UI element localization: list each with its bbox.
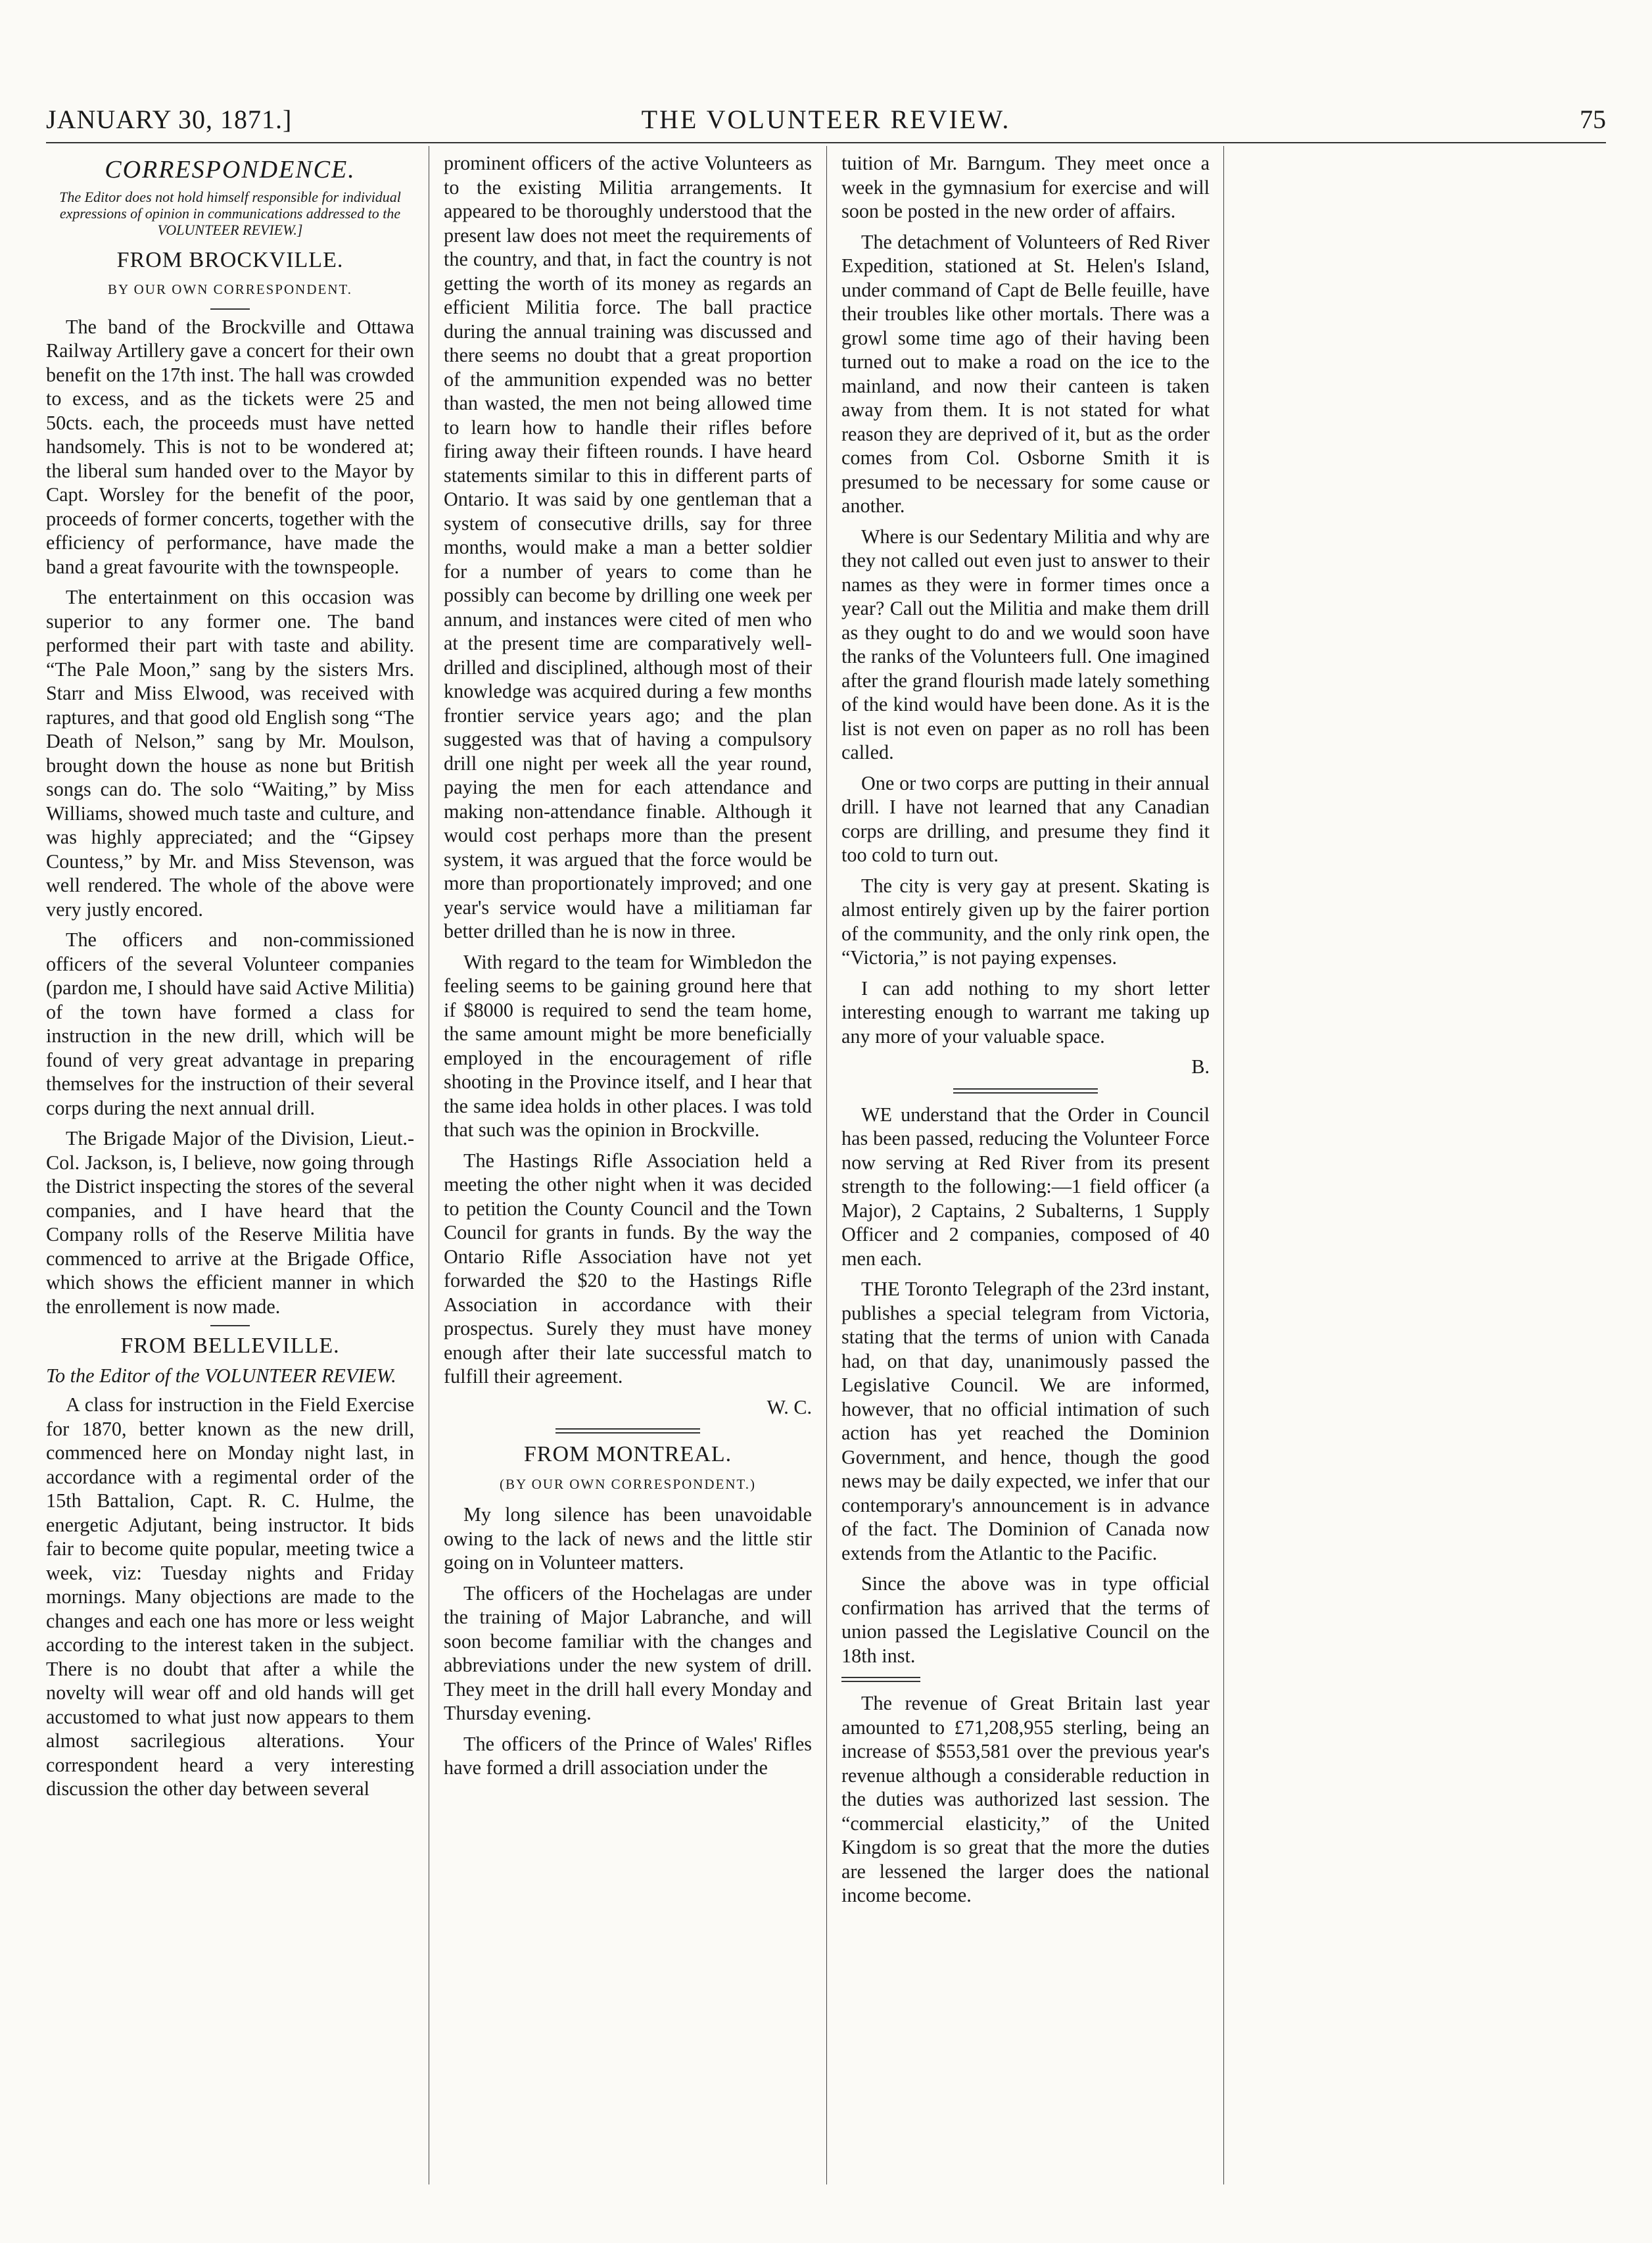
article-title-brockville: FROM BROCKVILLE. (116, 247, 344, 272)
columns (46, 146, 1606, 2198)
short-rule (210, 1325, 250, 1326)
salutation: To the Editor of the VOLUNTEER REVIEW. (46, 1364, 396, 1387)
paragraph: The Hastings Rifle Association held a meeting the other night when it was decided to petition the County Council and the Town Council for grants in funds. By the way the Ontario Rifle Association have not yet forwarded the $20 to the Hastings Rifle Association in accordance with their prospectus. Surely they must have money enough after their late successful match to fulfill their agreement. (444, 1149, 812, 1387)
paragraph: The Brigade Major of the Division, Lieut.-Col. Jackson, is, I believe, now going through the District inspecting the stores of the several companies, and I have heard that the Company rolls of the Reserve Militia have commenced to arrive at the Brigade Office, which shows the efficient manner in which the enrollement is now made. (46, 1127, 414, 1318)
paragraph: A class for instruction in the Field Exercise for 1870, better known as the new drill, commenced here on Monday night last, in accordance with a regimental order of the 15th Battalion, Capt. R. C. Hulme, the energetic Adjutant, being instructor. It bids fair to become quite popular, meeting twice a week, viz: Tuesday nights and Friday mornings. Many objections are made to the changes and each one has more or less weight according to the interest taken in the subject. There is no doubt that after a while the novelty will wear off and old hands will get accustomed to what just now appears to them almost sacrilegious alterations. Your correspondent heard a very interesting discussion the other day between several (46, 1393, 414, 1800)
paragraph: One or two corps are putting in their annual drill. I have not learned that any Canadian corps are drilling, and presume they find it too cold to turn out. (841, 771, 1210, 866)
header-rule (46, 142, 1606, 143)
paragraph: The band of the Brockville and Ottawa Railway Artillery gave a concert for their own benefit on the 17th inst. The hall was crowded to excess, and as the tickets were 25 and 50cts. each, the proceeds must have netted handsomely. This is not to be wondered at; the liberal sum handed over to the Mayor by Capt. Worsley for the benefit of the poor, proceeds of former concerts, together with the efficiency of performance, have made the band a great favourite with the townspeople. (46, 315, 414, 578)
paragraph: The detachment of Volunteers of Red River Expedition, stationed at St. Helen's Island, under command of Capt de Belle feuille, have their troubles like other mortals. There was a growl some time ago of their having been turned out to make a road on the ice to the mainland, and now their canteen is taken away from them. It is not stated for what reason they are deprived of it, but as the order comes from Col. Osborne Smith it is presumed to be necessary for some cause or another. (841, 230, 1210, 517)
paragraph: Since the above was in type official confirmation has arrived that the terms of union passed the Legislative Council on the 18th inst. (841, 1572, 1210, 1667)
page-number: 75 (1580, 105, 1606, 134)
section-title: CORRESPONDENCE. (105, 156, 356, 183)
signature: W. C. (767, 1395, 812, 1418)
paragraph: Where is our Sedentary Militia and why are they not called out even just to answer to their names as they were in former times once a year? Call out the Militia and make them drill as they ought to do and we would soon have the ranks of the Volunteers full. One imagined after the grand flourish made lately something of the kind would have been done. As it is the list is not even on paper as no roll has been called. (841, 525, 1210, 763)
column-2 (444, 151, 812, 2198)
issue-date: JANUARY 30, 1871.] (46, 105, 293, 134)
paragraph: THE Toronto Telegraph of the 23rd instant, publishes a special telegram from Victoria, stating that the terms of union with Canada had, on that day, unanimously passed the Legislative Council. We are informed, however, that no official intimation of such action has yet reached the Dominion Government, and hence, though the good news may be daily expected, we infer that our contemporary's announcement is in advance of the fact. The Dominion of Canada now extends from the Atlantic to the Pacific. (841, 1278, 1210, 1564)
signature: B. (1191, 1055, 1210, 1078)
editor-disclaimer: The Editor does not hold himself responsible for individual expressions of opinion in communications addressed to the VOLUNTEER REVIEW.] (59, 188, 401, 238)
paragraph: The officers of the Prince of Wales' Rifles have formed a drill association under the (444, 1732, 812, 1779)
column-1 (46, 151, 414, 2198)
paragraph: tuition of Mr. Barngum. They meet once a week in the gymnasium for exercise and will soon be posted in the new order of affairs. (841, 152, 1210, 222)
byline: (BY OUR OWN CORRESPONDENT.) (500, 1476, 756, 1492)
short-rule (841, 1677, 920, 1682)
column-divider (826, 146, 827, 2184)
double-rule (953, 1088, 1098, 1094)
double-rule (555, 1428, 700, 1434)
article-title-belleville: FROM BELLEVILLE. (120, 1334, 340, 1358)
paragraph: WE understand that the Order in Council has been passed, reducing the Volunteer Force now serving at Red River from its present strength to the following:—1 field officer (a Major), 2 Captains, 2 Subalterns, 1 Supply Officer and 2 companies, composed of 40 men each. (841, 1103, 1210, 1270)
paragraph: With regard to the team for Wimbledon the feeling seems to be gaining ground here that if $8000 is required to send the team home, the same amount might be more beneficially employed in the encouragement of rifle shooting in the Province itself, and I hear that the same idea holds in other places. I was told that such was the opinion in Brockville. (444, 950, 812, 1141)
column-divider (1223, 146, 1224, 2184)
short-rule (210, 308, 250, 310)
paragraph: My long silence has been unavoidable owing to the lack of news and the little stir going on in Volunteer matters. (444, 1503, 812, 1574)
paragraph: prominent officers of the active Volunteers as to the existing Militia arrangements. It appeared to be thoroughly understood that the present law does not meet the requirements of the country, and that, in fact the country is not getting the worth of its money as regards an efficient Militia force. The ball practice during the annual training was discussed and there seems no doubt that a great proportion of the ammunition expended was no better than wasted, the men not being allowed time to learn how to handle their rifles before firing away their fifteen rounds. I have heard statements similar to this in different parts of Ontario. It was said by one gentleman that a system of consecutive drills, say for three months, would make a man a better soldier for a number of years to come than he possibly can become by drilling one week per annum, and instances were cited of men who at the present time are comparatively well-drilled and disciplined, although most of their knowledge was acquired during a few months frontier service years ago; and the plan suggested was that of having a compulsory drill one night per week all the year round, paying the men for each attendance and making non-attendance finable. Although it would cost perhaps more than the present system, it was argued that the force would be more than proportionately improved; and one year's service would have a militiaman far better drilled than he is now in three. (444, 152, 812, 942)
paragraph: The entertainment on this occasion was superior to any former one. The band performed their part with taste and ability. “The Pale Moon,” sang by the sisters Mrs. Starr and Miss Elwood, was received with raptures, and that good old English song “The Death of Nelson,” sang by Mr. Moulson, brought down the house as none but British songs can do. The solo “Waiting,” by Miss Williams, showed much taste and culture, and was highly appreciated; and the “Gipsey Countess,” by Mr. and Miss Stevenson, was well rendered. The whole of the above were very justly encored. (46, 586, 414, 921)
paragraph: The officers and non-commissioned officers of the several Volunteer companies (pardon me, I should have said Active Militia) of the town have formed a class for instruction in the new drill, which will be found of very great advantage in preparing themselves for the instruction of their several corps during the next annual drill. (46, 929, 414, 1119)
column-3 (841, 151, 1210, 2198)
byline: BY OUR OWN CORRESPONDENT. (107, 281, 352, 297)
article-title-montreal: FROM MONTREAL. (523, 1442, 732, 1466)
paragraph: I can add nothing to my short letter interesting enough to warrant me taking up any more of your valuable space. (841, 977, 1210, 1048)
paragraph: The city is very gay at present. Skating is almost entirely given up by the fairer portion of the community, and the only rink open, the “Victoria,” is not paying expenses. (841, 874, 1210, 969)
page-header (46, 104, 1606, 141)
paragraph: The officers of the Hochelagas are under the training of Major Labranche, and will soon become familiar with the changes and abbreviations under the new system of drill. They meet in the drill hall every Monday and Thursday evening. (444, 1581, 812, 1724)
masthead-title: THE VOLUNTEER REVIEW. (641, 105, 1011, 134)
paragraph: The revenue of Great Britain last year amounted to £71,208,955 sterling, being an increase of $553,581 over the previous year's revenue although a considerable reduction in the duties was authorized last session. The “commercial elasticity,” of the United Kingdom is so great that the more the duties are lessened the larger does the national income become. (841, 1692, 1210, 1906)
